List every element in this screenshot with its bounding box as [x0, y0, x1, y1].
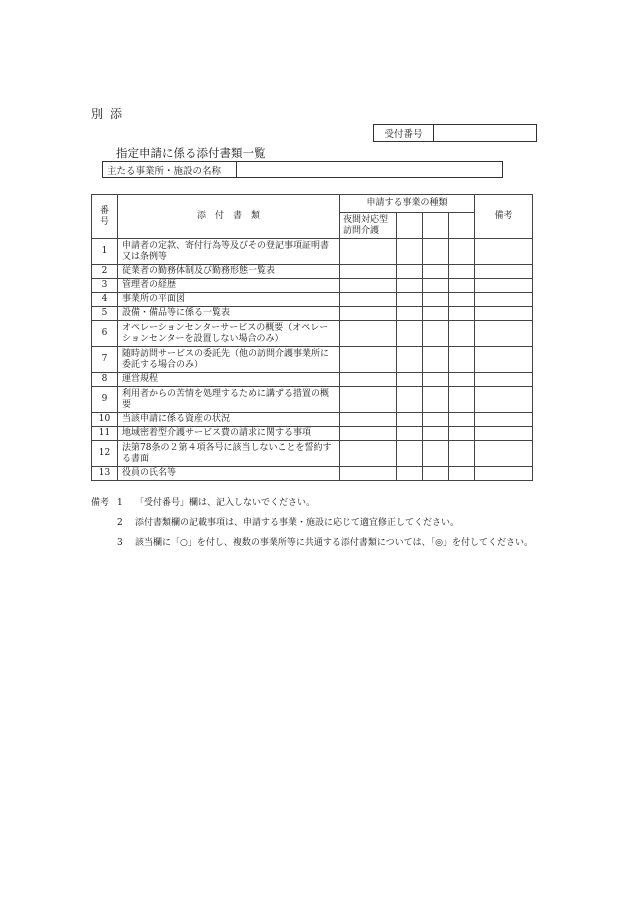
row-number: 12: [92, 441, 118, 467]
row-number: 5: [92, 307, 118, 321]
facility-name-box: [102, 161, 503, 178]
remarks-cell[interactable]: [475, 387, 533, 413]
row-number: 11: [92, 427, 118, 441]
document-name: 事業所の平面図: [118, 293, 340, 307]
row-number: 6: [92, 321, 118, 347]
row-number: 8: [92, 373, 118, 387]
row-number: 10: [92, 413, 118, 427]
remarks-cell[interactable]: [475, 265, 533, 279]
check-cell[interactable]: [397, 467, 423, 481]
check-cell[interactable]: [449, 307, 475, 321]
remarks-cell[interactable]: [475, 293, 533, 307]
check-cell[interactable]: [423, 413, 449, 427]
table-row: [92, 293, 533, 307]
document-title: 指定申請に係る添付書類一覧: [116, 146, 266, 160]
column-header-remarks: 備考: [475, 195, 533, 239]
check-cell[interactable]: [340, 413, 397, 427]
check-cell[interactable]: [449, 347, 475, 373]
document-name: 法第78条の２第４項各号に該当しないことを誓約する書面: [118, 441, 340, 467]
document-name: 役員の氏名等: [118, 467, 340, 481]
check-cell[interactable]: [340, 387, 397, 413]
column-header-documents: 添 付 書 類: [118, 195, 340, 239]
receipt-number-field[interactable]: [434, 125, 537, 142]
table-row: [92, 427, 533, 441]
table-row: [92, 279, 533, 293]
note-item: [91, 517, 561, 529]
remarks-cell[interactable]: [475, 279, 533, 293]
check-cell[interactable]: [397, 387, 423, 413]
check-cell[interactable]: [397, 441, 423, 467]
note-text: 添付書類欄の記載事項は、申請する事業・施設に応じて適宜修正してください。: [135, 518, 460, 528]
check-cell[interactable]: [340, 467, 397, 481]
remarks-cell[interactable]: [475, 347, 533, 373]
table-row: [92, 467, 533, 481]
check-cell[interactable]: [449, 413, 475, 427]
note-number: 2: [117, 518, 123, 528]
notes-label: 備考: [91, 498, 110, 508]
row-number: 1: [92, 239, 118, 265]
check-cell[interactable]: [423, 239, 449, 265]
check-cell[interactable]: [397, 265, 423, 279]
check-cell[interactable]: [423, 321, 449, 347]
receipt-number-label: 受付番号: [374, 125, 434, 142]
row-number: 9: [92, 387, 118, 413]
document-name: オペレーションセンターサービスの概要（オペレーションセンターを設置しない場合のみ）: [118, 321, 340, 347]
check-cell[interactable]: [340, 373, 397, 387]
check-cell[interactable]: [423, 307, 449, 321]
check-cell[interactable]: [449, 293, 475, 307]
document-name: 当該申請に係る資産の状況: [118, 413, 340, 427]
column-header-number-bottom: 号: [99, 216, 109, 227]
remarks-cell[interactable]: [475, 239, 533, 265]
document-name: 随時訪問サービスの委託先（他の訪問介護事業所に委託する場合のみ）: [118, 347, 340, 373]
remarks-cell[interactable]: [475, 441, 533, 467]
check-cell[interactable]: [397, 293, 423, 307]
check-cell[interactable]: [423, 347, 449, 373]
check-cell[interactable]: [397, 427, 423, 441]
check-cell[interactable]: [449, 427, 475, 441]
check-cell[interactable]: [340, 347, 397, 373]
receipt-number-box: [373, 124, 537, 142]
row-number: 2: [92, 265, 118, 279]
document-name: 地域密着型介護サービス費の請求に関する事項: [118, 427, 340, 441]
note-item: [91, 497, 561, 509]
check-cell[interactable]: [397, 239, 423, 265]
column-header-blank: [397, 213, 423, 239]
table-row: [92, 321, 533, 347]
check-cell[interactable]: [423, 441, 449, 467]
remarks-cell[interactable]: [475, 413, 533, 427]
note-number: 3: [117, 538, 123, 548]
column-header-blank: [423, 213, 449, 239]
check-cell[interactable]: [449, 373, 475, 387]
check-cell[interactable]: [340, 239, 397, 265]
check-cell[interactable]: [423, 293, 449, 307]
check-cell[interactable]: [397, 347, 423, 373]
remarks-cell[interactable]: [475, 307, 533, 321]
document-name: 従業者の勤務体制及び勤務形態一覧表: [118, 265, 340, 279]
check-cell[interactable]: [449, 265, 475, 279]
check-cell[interactable]: [423, 467, 449, 481]
check-cell[interactable]: [423, 373, 449, 387]
table-row: [92, 441, 533, 467]
check-cell[interactable]: [340, 293, 397, 307]
column-header-night-home-care: 夜間対応型訪問介護: [340, 213, 397, 239]
document-name: 利用者からの苦情を処理するために講ずる措置の概要: [118, 387, 340, 413]
check-cell[interactable]: [423, 279, 449, 293]
check-cell[interactable]: [423, 427, 449, 441]
note-text: 「受付番号」欄は、記入しないでください。: [135, 498, 316, 508]
check-cell[interactable]: [397, 373, 423, 387]
document-name: 運営規程: [118, 373, 340, 387]
check-cell[interactable]: [423, 265, 449, 279]
notes-section: [91, 497, 561, 557]
check-cell[interactable]: [340, 441, 397, 467]
document-name: 設備・備品等に係る一覧表: [118, 307, 340, 321]
row-number: 13: [92, 467, 118, 481]
column-header-number: [92, 195, 118, 239]
remarks-cell[interactable]: [475, 321, 533, 347]
row-number: 7: [92, 347, 118, 373]
table-row: [92, 265, 533, 279]
check-cell[interactable]: [449, 387, 475, 413]
check-cell[interactable]: [340, 427, 397, 441]
check-cell[interactable]: [340, 321, 397, 347]
attachment-heading: 別添: [91, 107, 130, 121]
table-row: [92, 307, 533, 321]
check-cell[interactable]: [449, 467, 475, 481]
column-header-blank: [449, 213, 475, 239]
table-row: [92, 373, 533, 387]
table-row: [92, 413, 533, 427]
document-name: 申請者の定款、寄付行為等及びその登記事項証明書又は条例等: [118, 239, 340, 265]
check-cell[interactable]: [449, 441, 475, 467]
check-cell[interactable]: [340, 265, 397, 279]
check-cell[interactable]: [340, 279, 397, 293]
note-item: [91, 537, 561, 549]
check-cell[interactable]: [423, 387, 449, 413]
row-number: 3: [92, 279, 118, 293]
check-cell[interactable]: [449, 239, 475, 265]
check-cell[interactable]: [449, 279, 475, 293]
check-cell[interactable]: [397, 321, 423, 347]
check-cell[interactable]: [397, 279, 423, 293]
remarks-cell[interactable]: [475, 427, 533, 441]
note-number: 1: [117, 498, 123, 508]
attachment-documents-table: [91, 194, 533, 481]
remarks-cell[interactable]: [475, 467, 533, 481]
column-header-number-top: 番: [99, 205, 109, 216]
table-row: [92, 387, 533, 413]
table-row: [92, 239, 533, 265]
check-cell[interactable]: [449, 321, 475, 347]
note-text: 該当欄に「○」を付し、複数の事業所等に共通する添付書類については、「◎」を付してください。: [135, 538, 534, 548]
table-row: [92, 347, 533, 373]
check-cell[interactable]: [340, 307, 397, 321]
facility-name-field[interactable]: [237, 162, 503, 178]
facility-name-label: 主たる事業所・施設の名称: [103, 162, 237, 178]
remarks-cell[interactable]: [475, 373, 533, 387]
column-header-business-type: 申請する事業の種類: [340, 195, 475, 213]
check-cell[interactable]: [397, 307, 423, 321]
document-name: 管理者の経歴: [118, 279, 340, 293]
check-cell[interactable]: [397, 413, 423, 427]
row-number: 4: [92, 293, 118, 307]
